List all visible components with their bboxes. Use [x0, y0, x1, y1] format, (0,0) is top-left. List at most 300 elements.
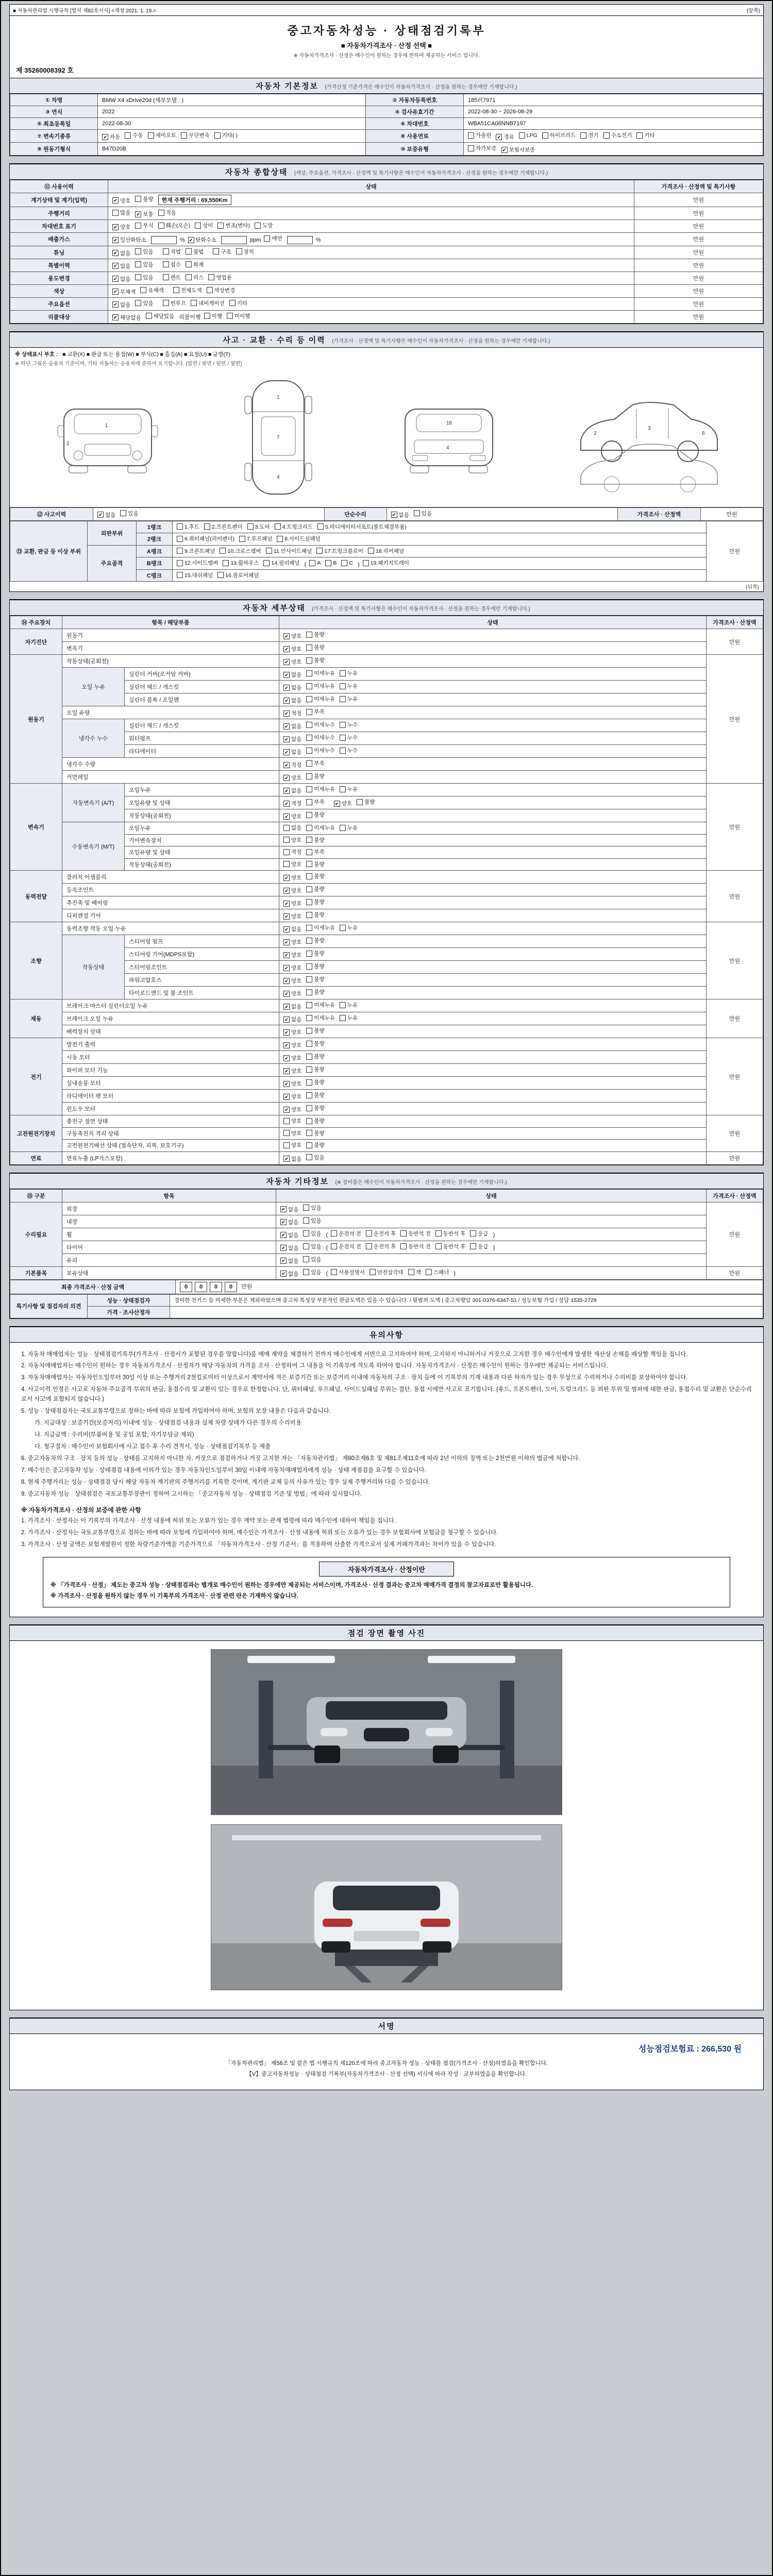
checkbox-box [112, 197, 119, 204]
checkbox-option[interactable] [283, 684, 301, 691]
item-status [276, 1253, 707, 1266]
checkbox-option[interactable] [306, 785, 335, 793]
item-status [279, 809, 707, 822]
checkbox-option[interactable] [283, 697, 301, 704]
checkbox-label: 양호 [291, 775, 302, 781]
checkbox-option[interactable] [501, 146, 535, 154]
checkbox-option[interactable] [280, 1218, 298, 1226]
checkbox-option[interactable] [306, 772, 324, 780]
checkbox-option[interactable] [177, 571, 213, 579]
text-segment: ( [326, 1245, 328, 1251]
checkbox-option[interactable] [263, 559, 299, 567]
checkbox-label: 누유 [347, 670, 358, 676]
checkbox-option[interactable] [112, 249, 130, 257]
table-row [10, 1103, 763, 1115]
checkbox-option[interactable] [306, 937, 324, 944]
checkbox-box [236, 248, 242, 255]
checkbox-option[interactable] [283, 990, 301, 997]
checkbox-option[interactable] [283, 1028, 301, 1036]
checkbox-option[interactable] [266, 547, 312, 555]
legend-note: ※ 하단 그림은 승용차 기준이며, 기타 자동차는 승용차에 준하여 표기합니다. (앞면 / 윗면 / 뒷면 / 옆면) [15, 361, 242, 367]
checkbox-option[interactable] [283, 1015, 301, 1023]
checkbox-option[interactable] [306, 988, 324, 996]
checkbox-option[interactable] [283, 774, 301, 782]
checkbox-option[interactable] [340, 682, 358, 690]
checkbox-option[interactable] [177, 559, 218, 567]
checkbox-option[interactable] [340, 721, 358, 728]
checkbox-option[interactable] [191, 299, 225, 307]
checkbox-option[interactable] [435, 1243, 466, 1250]
checkbox-label: 없음 [291, 1016, 302, 1023]
checkbox-box [135, 211, 141, 217]
checkbox-option[interactable] [306, 1154, 324, 1161]
checkbox-option[interactable] [306, 848, 324, 856]
checkbox-option[interactable] [496, 133, 514, 141]
checkbox-option[interactable] [277, 535, 321, 543]
checkbox-option[interactable] [341, 560, 353, 566]
checkbox-label: 미세누수 [314, 735, 335, 741]
checkbox-option[interactable] [283, 671, 301, 679]
checkbox-option[interactable] [340, 669, 358, 677]
checkbox-option[interactable] [135, 299, 153, 307]
checkbox-option[interactable] [306, 950, 324, 957]
checkbox-option[interactable] [283, 812, 301, 820]
checkbox-option[interactable] [163, 299, 186, 307]
checkbox-box [112, 301, 119, 308]
checkbox-option[interactable] [217, 222, 250, 229]
item-label: 외장 [62, 1202, 276, 1215]
checkbox-option[interactable] [303, 1217, 321, 1225]
checkbox-box [112, 224, 119, 230]
checkbox-option[interactable] [414, 510, 432, 517]
checkbox-option[interactable] [283, 632, 301, 640]
text-segment: % [315, 236, 321, 243]
checkbox-option[interactable] [264, 234, 282, 242]
checkbox-option[interactable] [181, 131, 210, 139]
checkbox-option[interactable] [340, 1014, 358, 1022]
checkbox-option[interactable] [112, 197, 130, 205]
checkbox-option[interactable] [306, 836, 324, 844]
checkbox-label: 2.프론트펜더 [212, 523, 243, 530]
checkbox-label: 양호 [291, 1055, 302, 1061]
checkbox-option[interactable] [140, 286, 163, 294]
checkbox-option[interactable] [306, 631, 324, 638]
checkbox-option[interactable] [283, 735, 301, 743]
checkbox-option[interactable] [280, 1257, 298, 1265]
checkbox-option[interactable] [255, 222, 273, 229]
item-status [279, 1127, 707, 1140]
checkbox-option[interactable] [283, 824, 301, 832]
checkbox-option[interactable] [112, 209, 130, 216]
checkbox-option[interactable] [306, 1104, 324, 1112]
checkbox-option[interactable] [306, 924, 335, 931]
checkbox-box [580, 132, 586, 139]
photos-container [10, 1641, 763, 2010]
checkbox-option[interactable] [177, 547, 215, 555]
checkbox-option[interactable] [217, 571, 259, 579]
price-cell: 만원 [634, 246, 763, 259]
checkbox-option[interactable] [204, 312, 222, 320]
checkbox-option[interactable] [306, 824, 335, 832]
checkbox-option[interactable] [283, 912, 301, 920]
checkbox-option[interactable] [340, 924, 358, 931]
section-title-text: 서명 [378, 2022, 395, 2031]
device-group-label: 연료 [10, 1151, 62, 1164]
checkbox-option[interactable] [163, 248, 181, 256]
checkbox-option[interactable] [306, 759, 324, 767]
column-header: 상태 [279, 616, 707, 629]
table-row [10, 1064, 763, 1077]
checkbox-option[interactable] [306, 872, 324, 880]
checkbox-option[interactable] [188, 236, 217, 244]
checkbox-option[interactable] [306, 860, 324, 868]
checkbox-option[interactable] [214, 131, 238, 139]
checkbox-option[interactable] [283, 1093, 301, 1100]
checkbox-label: 양호 [291, 1068, 302, 1074]
text-segment [329, 801, 331, 807]
svg-text:7: 7 [276, 434, 280, 440]
item-status [279, 1115, 707, 1128]
price-cell: 만원 [707, 1202, 763, 1266]
checkbox-option[interactable] [306, 1014, 335, 1022]
checkbox-box [340, 722, 346, 728]
checkbox-option[interactable] [213, 248, 231, 256]
checkbox-option[interactable] [283, 722, 301, 730]
checkbox-option[interactable] [470, 1230, 488, 1238]
item-status [279, 846, 707, 859]
checkbox-option[interactable] [435, 1230, 466, 1238]
checkbox-option[interactable] [303, 1230, 321, 1238]
checkbox-option[interactable] [331, 1268, 365, 1276]
checkbox-option[interactable] [306, 1141, 324, 1149]
section-title-accident [10, 332, 763, 348]
checkbox-option[interactable] [283, 951, 301, 959]
checkbox-option[interactable] [306, 962, 324, 970]
checkbox-option[interactable] [283, 848, 301, 856]
checkbox-option[interactable] [368, 547, 404, 555]
checkbox-option[interactable] [400, 1230, 431, 1238]
checkbox-box [340, 825, 346, 831]
checkbox-option[interactable] [340, 824, 358, 832]
checkbox-option[interactable] [112, 236, 146, 244]
checkbox-option[interactable] [306, 898, 324, 906]
checkbox-option[interactable] [306, 682, 335, 690]
checkbox-option[interactable] [340, 695, 358, 703]
notice-item: 1. 가격조사 · 산정자는 이 기록부의 가격조사 · 산정 내용에 허위 또는 오류가 있는 경우 계약 또는 관계 법령에 따라 매수인에 대하여 책임을 집니다. [21, 1518, 396, 1524]
checkbox-option[interactable] [283, 1117, 301, 1125]
checkbox-option[interactable] [306, 708, 324, 716]
checkbox-label: 동반석 전 [408, 1243, 431, 1250]
checkbox-option[interactable] [163, 274, 181, 281]
checkbox-label: 응급 [478, 1230, 489, 1237]
field-value [98, 130, 366, 143]
checkbox-label: 있음 [311, 1256, 322, 1263]
text-segment: ) [493, 1232, 495, 1238]
table-row [10, 130, 763, 143]
checkbox-option[interactable] [186, 261, 204, 268]
checkbox-option[interactable] [283, 925, 301, 933]
field-value [464, 130, 763, 143]
checkbox-box [306, 1002, 312, 1008]
checkbox-box [283, 1081, 290, 1087]
notice-item: 9. 중고자동차 성능 · 상태점검은 국토교통부장관이 정하여 고시하는 「중고자동차 성능 · 상태점검 기준 및 방법」에 따라 실시합니다. [21, 1491, 362, 1498]
price-digit-box: 0 [195, 1282, 207, 1292]
checkbox-option[interactable] [177, 523, 199, 531]
checkbox-option[interactable] [636, 131, 654, 139]
checkbox-option[interactable] [426, 1268, 449, 1276]
checkbox-option[interactable] [369, 1268, 404, 1276]
checkbox-option[interactable] [363, 559, 409, 567]
checkbox-option[interactable] [204, 523, 242, 531]
checkbox-option[interactable] [120, 510, 138, 517]
checkbox-option[interactable] [208, 274, 231, 281]
checkbox-option[interactable] [97, 511, 115, 519]
checkbox-label: 자동 [110, 134, 121, 140]
price-digit-box: 0 [210, 1282, 222, 1292]
checkbox-option[interactable] [306, 1040, 324, 1047]
checkbox-option[interactable] [400, 1243, 431, 1250]
checkbox-option[interactable] [283, 874, 301, 882]
checkbox-option[interactable] [223, 559, 259, 567]
checkbox-option[interactable] [207, 286, 236, 294]
checkbox-option[interactable] [283, 1141, 301, 1149]
checkbox-option[interactable] [186, 274, 204, 281]
checkbox-option[interactable] [146, 312, 175, 320]
checkbox-option[interactable] [306, 643, 324, 651]
checkbox-option[interactable] [340, 747, 358, 754]
checkbox-option[interactable] [303, 1256, 321, 1263]
checkbox-box [306, 873, 312, 879]
checkbox-option[interactable] [580, 131, 598, 139]
checkbox-option[interactable] [303, 1243, 321, 1250]
checkbox-box [435, 1243, 442, 1249]
checkbox-option[interactable] [283, 1106, 301, 1113]
item-status [279, 693, 707, 706]
checkbox-option[interactable] [306, 1065, 324, 1073]
checkbox-option[interactable] [283, 787, 301, 794]
checkbox-option[interactable] [306, 885, 324, 893]
checkbox-option[interactable] [283, 836, 301, 844]
notice-item: 1. 자동차 매매업자는 성능 · 상태점검기록부(가격조사 · 산정서가 포함된 경우를 말합니다)를 매매 계약을 체결하기 전까지 매수인에게 서면으로 고지하여야 하며, 고지하지 아니하거나 거짓으로 고지한 경우 매수인에게 발생한 재산상 손해를 배상할 책임을 집니다. [21, 1351, 688, 1358]
checkbox-option[interactable] [468, 144, 497, 152]
checkbox-label: 불량 [314, 976, 325, 982]
checkbox-option[interactable] [306, 695, 335, 703]
rank-panels [173, 545, 707, 557]
checkbox-option[interactable] [163, 261, 181, 268]
table-row [10, 1090, 763, 1103]
checkbox-option[interactable] [158, 209, 176, 216]
item-status [279, 987, 707, 999]
checkbox-label: 누유 [347, 696, 358, 702]
checkbox-option[interactable] [135, 261, 153, 268]
checkbox-option[interactable] [306, 1027, 324, 1035]
checkbox-option[interactable] [468, 131, 491, 139]
checkbox-option[interactable] [306, 1091, 324, 1099]
checkbox-box [426, 1269, 432, 1275]
text-segment: ) [493, 1245, 495, 1251]
checkbox-label: 많음 [120, 210, 131, 216]
checkbox-option[interactable] [186, 248, 204, 256]
checkbox-box [158, 223, 164, 229]
checkbox-option[interactable] [173, 286, 202, 294]
checkbox-option[interactable] [283, 900, 301, 907]
checkbox-option[interactable] [283, 1067, 301, 1075]
text-segment [158, 263, 160, 269]
checkbox-option[interactable] [331, 1230, 361, 1238]
checkbox-box [283, 825, 290, 831]
checkbox-option[interactable] [357, 798, 375, 806]
checkbox-box [306, 925, 312, 931]
checkbox-option[interactable] [283, 1155, 301, 1163]
checkbox-option[interactable] [316, 547, 363, 555]
checkbox-option[interactable] [470, 1243, 488, 1250]
checkbox-option[interactable] [112, 301, 130, 309]
checkbox-option[interactable] [306, 1078, 324, 1086]
checkbox-option[interactable] [331, 1243, 361, 1250]
checkbox-box [306, 799, 312, 805]
checkbox-option[interactable] [229, 299, 247, 307]
checkbox-option[interactable] [303, 1204, 321, 1212]
checkbox-option[interactable] [309, 560, 321, 566]
checkbox-label: 경유 [503, 134, 514, 140]
checkbox-option[interactable] [135, 274, 153, 281]
checkbox-option[interactable] [306, 721, 335, 728]
checkbox-option[interactable] [283, 1054, 301, 1062]
checkbox-option[interactable] [283, 658, 301, 666]
device-group-label: 자기진단 [10, 629, 62, 655]
checkbox-option[interactable] [408, 1268, 421, 1276]
checkbox-option[interactable] [283, 761, 301, 769]
checkbox-option[interactable] [306, 1117, 324, 1125]
checkbox-option[interactable] [280, 1270, 298, 1278]
checkbox-option[interactable] [306, 1001, 335, 1009]
checkbox-option[interactable] [283, 860, 301, 868]
section-title-text: 자동차 세부상태 [243, 604, 306, 613]
checkbox-option[interactable] [158, 222, 191, 229]
checkbox-option[interactable] [283, 1129, 301, 1137]
checkbox-option[interactable] [283, 938, 301, 946]
checkbox-option[interactable] [283, 964, 301, 972]
item-status [279, 1051, 707, 1064]
sub-group-label: 오일 누유 [62, 668, 125, 706]
checkbox-option[interactable] [112, 275, 130, 283]
item-label: 작동상태(공회전) [125, 858, 279, 871]
table-row [10, 259, 763, 272]
checkbox-option[interactable] [112, 288, 136, 296]
item-label: 커먼레일 [62, 771, 279, 784]
checkbox-option[interactable] [283, 1080, 301, 1088]
checkbox-option[interactable] [340, 734, 358, 741]
checkbox-option[interactable] [306, 911, 324, 919]
checkbox-label: 불량 [314, 1028, 325, 1034]
checkbox-option[interactable] [283, 800, 301, 807]
table-row [10, 521, 763, 533]
checkbox-option[interactable] [177, 535, 234, 543]
confirmation-line-1: 「자동차관리법」 제58조 및 같은 법 시행규칙 제120조에 따라 중고자동차 성능 · 상태를 점검(가격조사 · 산정)하였음을 확인합니다. [225, 2060, 548, 2066]
checkbox-option[interactable] [227, 312, 250, 320]
checkbox-option[interactable] [112, 314, 141, 321]
checkbox-box [306, 912, 312, 918]
checkbox-option[interactable] [334, 800, 352, 807]
checkbox-option[interactable] [325, 560, 337, 566]
table-row [10, 233, 763, 246]
checkbox-option[interactable] [306, 811, 324, 819]
checkbox-option[interactable] [603, 131, 632, 139]
checkbox-option[interactable] [280, 1244, 298, 1252]
checkbox-label: 운전석 전 [339, 1230, 361, 1237]
checkbox-option[interactable] [283, 709, 301, 717]
checkbox-option[interactable] [135, 210, 153, 218]
checkbox-option[interactable] [125, 131, 143, 139]
checkbox-option[interactable] [135, 195, 153, 203]
checkbox-label: 부족 [314, 849, 325, 855]
checkbox-option[interactable] [112, 262, 130, 270]
checkbox-option[interactable] [306, 734, 335, 741]
checkbox-option[interactable] [220, 547, 261, 555]
checkbox-option[interactable] [366, 1243, 396, 1250]
checkbox-box [340, 925, 346, 931]
checkbox-option[interactable] [306, 747, 335, 754]
checkbox-box [283, 991, 290, 997]
checkbox-option[interactable] [391, 511, 409, 519]
checkbox-box [283, 775, 290, 781]
checkbox-option[interactable] [283, 748, 301, 756]
checkbox-option[interactable] [239, 535, 272, 543]
checkbox-option[interactable] [283, 1041, 301, 1049]
checkbox-option[interactable] [283, 977, 301, 985]
checkbox-option[interactable] [148, 131, 177, 139]
table-row [10, 284, 763, 297]
checkbox-option[interactable] [306, 669, 335, 677]
checkbox-label: 양호 [291, 1029, 302, 1036]
checkbox-option[interactable] [112, 223, 130, 231]
checkbox-box [306, 683, 312, 689]
checkbox-option[interactable] [283, 887, 301, 894]
checkbox-option[interactable] [542, 131, 576, 139]
checkbox-option[interactable] [340, 785, 358, 793]
checkbox-option[interactable] [306, 798, 324, 806]
checkbox-option[interactable] [102, 133, 120, 141]
checkbox-option[interactable] [366, 1230, 396, 1238]
checkbox-label: 적정 [291, 849, 302, 855]
sub-group-label: 냉각수 누수 [62, 719, 125, 758]
checkbox-option[interactable] [306, 1053, 324, 1060]
checkbox-option[interactable] [280, 1231, 298, 1239]
checkbox-option[interactable] [306, 1129, 324, 1137]
checkbox-option[interactable] [280, 1206, 298, 1213]
checkbox-option[interactable] [135, 248, 153, 256]
final-price-value [176, 1280, 763, 1294]
checkbox-option[interactable] [306, 656, 324, 664]
checkbox-option[interactable] [317, 523, 407, 531]
checkbox-box [306, 963, 312, 970]
checkbox-option[interactable] [519, 132, 537, 139]
checkbox-option[interactable] [306, 975, 324, 983]
checkbox-box [283, 965, 290, 971]
checkbox-option[interactable] [283, 1003, 301, 1010]
notice-item: 7. 매수인은 중고자동차 성능 · 상태점검 내용에 이의가 있는 경우 자동차인도일부터 30일 이내에 자동차매매업자에게 성능 · 상태 재점검을 요구할 수 있습니다. [21, 1467, 426, 1474]
checkbox-option[interactable] [283, 645, 301, 653]
column-header: ⑪ 사용이력 [10, 180, 108, 193]
checkbox-option[interactable] [135, 222, 153, 229]
checkbox-option[interactable] [340, 1001, 358, 1009]
checkbox-option[interactable] [236, 248, 254, 256]
checkbox-option[interactable] [195, 222, 213, 229]
checkbox-option[interactable] [247, 523, 270, 531]
checkbox-box [283, 939, 290, 945]
checkbox-option[interactable] [275, 523, 313, 531]
checkbox-option[interactable] [303, 1268, 321, 1276]
